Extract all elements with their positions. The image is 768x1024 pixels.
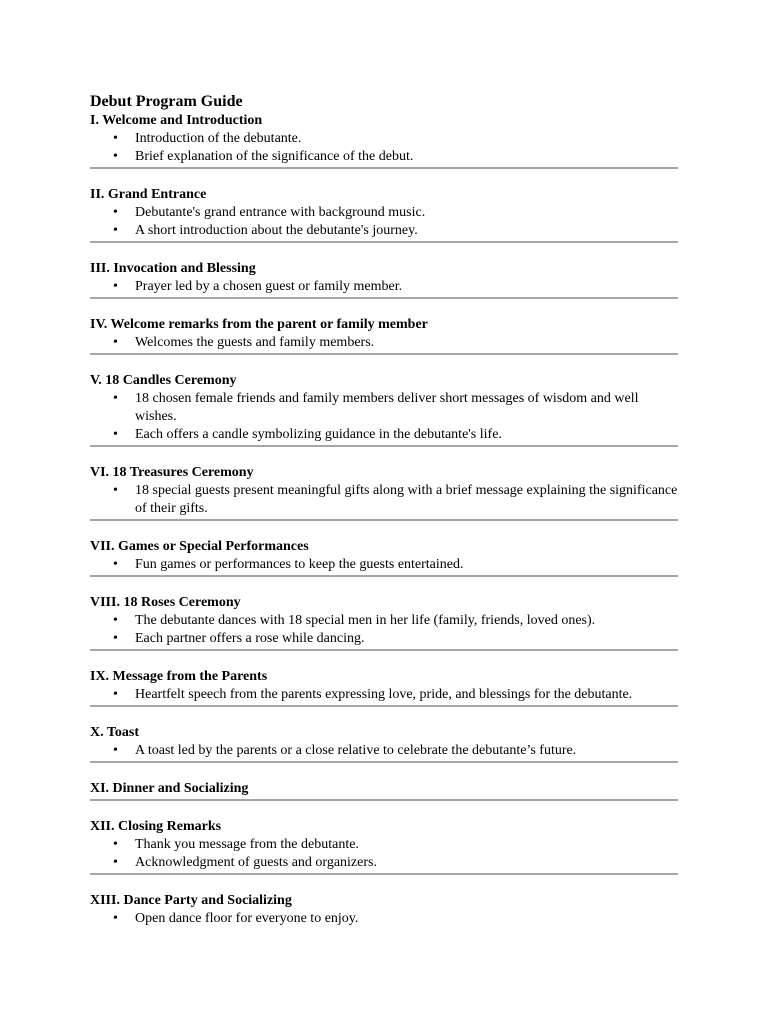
bullet-icon: • xyxy=(113,427,118,442)
section-heading: VII. Games or Special Performances xyxy=(90,539,309,554)
program-section xyxy=(90,260,678,299)
bullet-icon: • xyxy=(113,391,118,406)
bullet-list xyxy=(90,612,678,648)
bullet-list xyxy=(90,278,678,296)
section-heading: I. Welcome and Introduction xyxy=(90,113,263,128)
list-item xyxy=(90,910,678,928)
bullet-list xyxy=(90,130,678,166)
list-item-text: The debutante dances with 18 special men in her life (family, friends, loved ones). xyxy=(135,613,596,628)
program-section xyxy=(90,818,678,875)
program-section xyxy=(90,316,678,355)
section-heading: VIII. 18 Roses Ceremony xyxy=(90,595,241,610)
section-divider xyxy=(90,575,678,577)
list-item-text: Brief explanation of the significance of the debut. xyxy=(135,149,414,164)
list-item xyxy=(90,556,678,574)
section-heading: V. 18 Candles Ceremony xyxy=(90,373,237,388)
section-heading: IX. Message from the Parents xyxy=(90,669,268,684)
program-section xyxy=(90,372,678,447)
program-section xyxy=(90,186,678,243)
bullet-icon: • xyxy=(113,223,118,238)
bullet-icon: • xyxy=(113,631,118,646)
list-item-text: Thank you message from the debutante. xyxy=(135,837,359,852)
program-section xyxy=(90,780,678,801)
bullet-icon: • xyxy=(113,743,118,758)
section-divider xyxy=(90,297,678,299)
list-item xyxy=(90,222,678,240)
section-heading: XII. Closing Remarks xyxy=(90,819,222,834)
list-item xyxy=(90,334,678,352)
bullet-icon: • xyxy=(113,687,118,702)
program-section xyxy=(90,892,678,928)
section-divider xyxy=(90,353,678,355)
list-item-text: Each offers a candle symbolizing guidance in the debutante's life. xyxy=(135,427,502,442)
list-item xyxy=(90,612,678,630)
section-heading: IV. Welcome remarks from the parent or family member xyxy=(90,317,428,332)
section-heading: XIII. Dance Party and Socializing xyxy=(90,893,292,908)
bullet-list xyxy=(90,556,678,574)
bullet-icon: • xyxy=(113,483,118,498)
bullet-icon: • xyxy=(113,855,118,870)
list-item-text: Each partner offers a rose while dancing. xyxy=(135,631,365,646)
program-section xyxy=(90,538,678,577)
section-heading: VI. 18 Treasures Ceremony xyxy=(90,465,254,480)
section-divider xyxy=(90,519,678,521)
list-item-text: Acknowledgment of guests and organizers. xyxy=(135,855,377,870)
bullet-list xyxy=(90,334,678,352)
list-item-text: Introduction of the debutante. xyxy=(135,131,302,146)
section-heading: X. Toast xyxy=(90,725,140,740)
section-heading: XI. Dinner and Socializing xyxy=(90,781,249,796)
list-item xyxy=(90,148,678,166)
bullet-icon: • xyxy=(113,335,118,350)
section-divider xyxy=(90,445,678,447)
bullet-list xyxy=(90,836,678,872)
bullet-list xyxy=(90,686,678,704)
bullet-icon: • xyxy=(113,613,118,628)
program-section xyxy=(90,594,678,651)
program-section xyxy=(90,112,678,169)
list-item-text: Fun games or performances to keep the guests entertained. xyxy=(135,557,464,572)
list-item-text: Debutante's grand entrance with background music. xyxy=(135,205,426,220)
list-item xyxy=(90,686,678,704)
program-section xyxy=(90,464,678,521)
list-item-text: Open dance floor for everyone to enjoy. xyxy=(135,911,359,926)
bullet-list xyxy=(90,742,678,760)
program-section xyxy=(90,724,678,763)
list-item xyxy=(90,204,678,222)
document-title: Debut Program Guide xyxy=(90,93,243,110)
bullet-icon: • xyxy=(113,911,118,926)
section-divider xyxy=(90,167,678,169)
program-sections xyxy=(90,112,678,928)
list-item-text: Prayer led by a chosen guest or family member. xyxy=(135,279,403,294)
list-item-text: A short introduction about the debutante's journey. xyxy=(135,223,418,238)
section-divider xyxy=(90,649,678,651)
list-item xyxy=(90,390,678,426)
list-item xyxy=(90,278,678,296)
bullet-icon: • xyxy=(113,149,118,164)
program-section xyxy=(90,668,678,707)
section-divider xyxy=(90,705,678,707)
bullet-icon: • xyxy=(113,205,118,220)
list-item-text: A toast led by the parents or a close relative to celebrate the debutante’s future. xyxy=(135,743,577,758)
section-heading: II. Grand Entrance xyxy=(90,187,207,202)
section-heading: III. Invocation and Blessing xyxy=(90,261,256,276)
bullet-list xyxy=(90,204,678,240)
list-item-text: Heartfelt speech from the parents expressing love, pride, and blessings for the debutante. xyxy=(135,687,633,702)
section-divider xyxy=(90,873,678,875)
list-item xyxy=(90,130,678,148)
list-item-text: Welcomes the guests and family members. xyxy=(135,335,375,350)
section-divider xyxy=(90,799,678,801)
section-divider xyxy=(90,241,678,243)
bullet-icon: • xyxy=(113,557,118,572)
bullet-list xyxy=(90,910,678,928)
list-item-text: 18 chosen female friends and family members deliver short messages of wisdom and well wishes. xyxy=(135,391,639,424)
bullet-list xyxy=(90,482,678,518)
list-item xyxy=(90,482,678,518)
list-item xyxy=(90,426,678,444)
list-item xyxy=(90,854,678,872)
bullet-icon: • xyxy=(113,131,118,146)
list-item xyxy=(90,836,678,854)
bullet-icon: • xyxy=(113,279,118,294)
bullet-icon: • xyxy=(113,837,118,852)
bullet-list xyxy=(90,390,678,444)
document-body xyxy=(90,92,678,945)
list-item-text: 18 special guests present meaningful gifts along with a brief message explaining the significance of their gifts. xyxy=(135,483,678,516)
section-divider xyxy=(90,761,678,763)
list-item xyxy=(90,630,678,648)
list-item xyxy=(90,742,678,760)
